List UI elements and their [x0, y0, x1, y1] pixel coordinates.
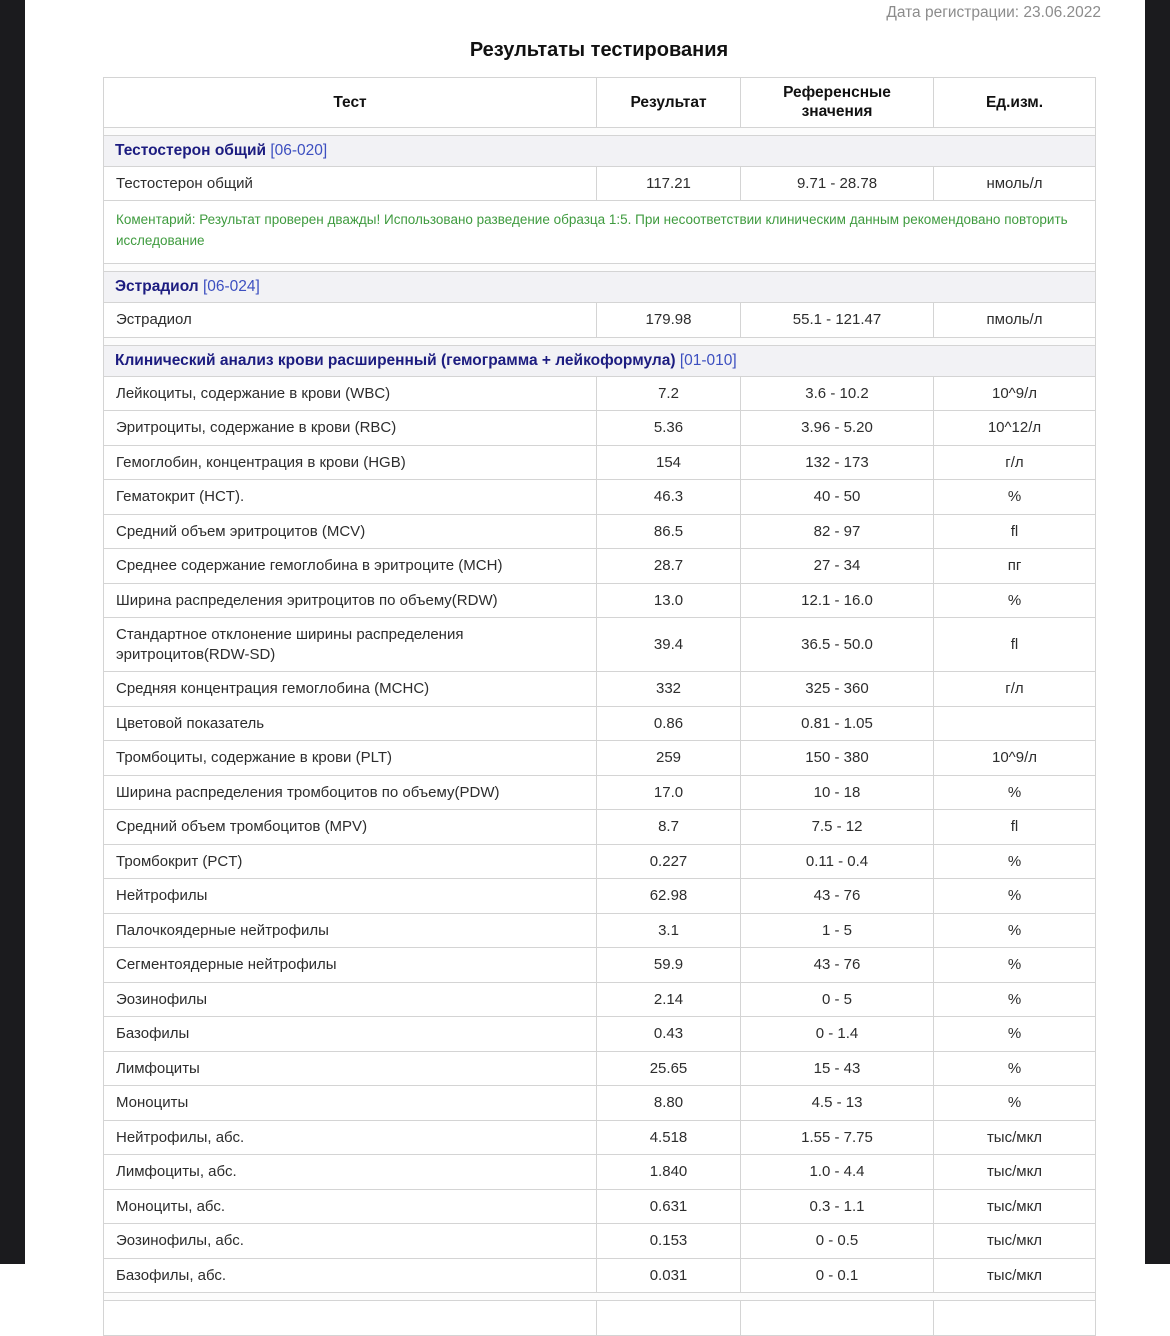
results-table	[103, 77, 1096, 1336]
section-title: Тестостерон общий	[115, 141, 266, 159]
cell-reference: 132 - 173	[741, 445, 934, 480]
cell-result: 28.7	[597, 549, 741, 584]
cell-empty	[104, 1301, 597, 1336]
cell-test: Тромбоциты, содержание в крови (PLT)	[104, 741, 597, 776]
cell-result: 0.227	[597, 844, 741, 879]
table-row	[104, 913, 1096, 948]
cell-unit: %	[934, 1051, 1096, 1086]
cell-unit: тыс/мкл	[934, 1189, 1096, 1224]
cell-test: Тестостерон общий	[104, 166, 597, 201]
cell-reference: 36.5 - 50.0	[741, 618, 934, 672]
table-header-row	[104, 78, 1096, 128]
cell-unit: %	[934, 913, 1096, 948]
section-header-row	[104, 345, 1096, 376]
cell-reference: 4.5 - 13	[741, 1086, 934, 1121]
cell-reference: 1 - 5	[741, 913, 934, 948]
cell-reference: 43 - 76	[741, 879, 934, 914]
page-title: Результаты тестирования	[469, 39, 729, 61]
cell-result: 39.4	[597, 618, 741, 672]
section-header-cell	[104, 345, 1096, 376]
cell-result: 86.5	[597, 514, 741, 549]
cell-test: Базофилы, абс.	[104, 1258, 597, 1293]
cell-test: Эритроциты, содержание в крови (RBC)	[104, 411, 597, 446]
cell-test: Ширина распределения эритроцитов по объему(RDW)	[104, 583, 597, 618]
cell-unit: %	[934, 879, 1096, 914]
cell-result: 3.1	[597, 913, 741, 948]
table-row	[104, 706, 1096, 741]
table-row	[104, 810, 1096, 845]
cell-result: 0.631	[597, 1189, 741, 1224]
cell-reference: 43 - 76	[741, 948, 934, 983]
column-header-reference: Референсные значения	[741, 78, 934, 128]
table-row	[104, 1224, 1096, 1259]
cell-reference: 82 - 97	[741, 514, 934, 549]
table-row	[104, 376, 1096, 411]
section-spacer-cell	[104, 1293, 1096, 1301]
cell-empty	[597, 1301, 741, 1336]
viewer-left-edge	[0, 0, 25, 1264]
cell-unit: %	[934, 480, 1096, 515]
cell-test: Гематокрит (HCT).	[104, 480, 597, 515]
section-code: [06-024]	[202, 278, 260, 296]
section-spacer	[104, 264, 1096, 272]
section-spacer-cell	[104, 337, 1096, 345]
cell-result: 154	[597, 445, 741, 480]
cell-test: Средний объем тромбоцитов (MPV)	[104, 810, 597, 845]
cell-unit: %	[934, 1017, 1096, 1052]
section-title: Клинический анализ крови расширенный (гемограмма + лейкоформула)	[115, 351, 676, 369]
cell-test: Цветовой показатель	[104, 706, 597, 741]
cell-unit: пмоль/л	[934, 303, 1096, 338]
table-row	[104, 445, 1096, 480]
cell-test: Лейкоциты, содержание в крови (WBC)	[104, 376, 597, 411]
table-row	[104, 1189, 1096, 1224]
cell-reference: 3.96 - 5.20	[741, 411, 934, 446]
cell-reference: 0 - 0.1	[741, 1258, 934, 1293]
cell-test: Лимфоциты, абс.	[104, 1155, 597, 1190]
cell-reference: 150 - 380	[741, 741, 934, 776]
cell-unit: г/л	[934, 445, 1096, 480]
cell-test: Нейтрофилы	[104, 879, 597, 914]
cell-result: 0.86	[597, 706, 741, 741]
cell-reference: 9.71 - 28.78	[741, 166, 934, 201]
cell-result: 2.14	[597, 982, 741, 1017]
cell-result: 62.98	[597, 879, 741, 914]
table-row	[104, 1155, 1096, 1190]
cell-reference: 12.1 - 16.0	[741, 583, 934, 618]
cell-result: 0.153	[597, 1224, 741, 1259]
cell-test: Лимфоциты	[104, 1051, 597, 1086]
cell-test: Стандартное отклонение ширины распределения эритроцитов(RDW-SD)	[104, 618, 597, 672]
cell-test: Среднее содержание гемоглобина в эритроците (MCH)	[104, 549, 597, 584]
table-row	[104, 583, 1096, 618]
cell-reference: 1.55 - 7.75	[741, 1120, 934, 1155]
cell-unit: %	[934, 844, 1096, 879]
cell-test: Гемоглобин, концентрация в крови (HGB)	[104, 445, 597, 480]
cell-empty	[741, 1301, 934, 1336]
table-row	[104, 514, 1096, 549]
column-header-unit: Ед.изм.	[934, 78, 1096, 128]
table-row	[104, 549, 1096, 584]
cell-test: Эозинофилы	[104, 982, 597, 1017]
cell-unit: нмоль/л	[934, 166, 1096, 201]
table-row	[104, 1086, 1096, 1121]
registration-date: Дата регистрации: 23.06.2022	[886, 4, 1101, 21]
table-row	[104, 1120, 1096, 1155]
table-row	[104, 879, 1096, 914]
cell-result: 17.0	[597, 775, 741, 810]
document-page	[25, 0, 1145, 1284]
cell-unit: %	[934, 775, 1096, 810]
cell-result: 25.65	[597, 1051, 741, 1086]
cell-test: Эстрадиол	[104, 303, 597, 338]
cell-reference: 0 - 5	[741, 982, 934, 1017]
cell-result: 46.3	[597, 480, 741, 515]
cell-reference: 0.3 - 1.1	[741, 1189, 934, 1224]
cell-test: Нейтрофилы, абс.	[104, 1120, 597, 1155]
table-row-partial	[104, 1301, 1096, 1336]
cell-reference: 10 - 18	[741, 775, 934, 810]
section-spacer	[104, 337, 1096, 345]
cell-test: Моноциты, абс.	[104, 1189, 597, 1224]
section-code: [01-010]	[679, 351, 737, 369]
cell-reference: 0.11 - 0.4	[741, 844, 934, 879]
cell-result: 259	[597, 741, 741, 776]
cell-unit: тыс/мкл	[934, 1155, 1096, 1190]
cell-unit: %	[934, 948, 1096, 983]
cell-result: 8.80	[597, 1086, 741, 1121]
table-row	[104, 411, 1096, 446]
column-header-test: Тест	[104, 78, 597, 128]
cell-result: 13.0	[597, 583, 741, 618]
cell-test: Моноциты	[104, 1086, 597, 1121]
cell-unit: 10^9/л	[934, 741, 1096, 776]
cell-unit: %	[934, 1086, 1096, 1121]
table-row	[104, 844, 1096, 879]
table-row	[104, 672, 1096, 707]
cell-reference: 27 - 34	[741, 549, 934, 584]
section-header-row	[104, 272, 1096, 303]
cell-test: Базофилы	[104, 1017, 597, 1052]
cell-unit: %	[934, 982, 1096, 1017]
cell-reference: 0 - 1.4	[741, 1017, 934, 1052]
cell-result: 332	[597, 672, 741, 707]
cell-reference: 3.6 - 10.2	[741, 376, 934, 411]
section-header-cell	[104, 135, 1096, 166]
table-row	[104, 166, 1096, 201]
table-row	[104, 480, 1096, 515]
cell-test: Средняя концентрация гемоглобина (MCHC)	[104, 672, 597, 707]
cell-test: Средний объем эритроцитов (MCV)	[104, 514, 597, 549]
table-row	[104, 1258, 1096, 1293]
cell-reference: 15 - 43	[741, 1051, 934, 1086]
cell-unit: тыс/мкл	[934, 1258, 1096, 1293]
cell-unit: тыс/мкл	[934, 1120, 1096, 1155]
cell-result: 8.7	[597, 810, 741, 845]
cell-result: 0.43	[597, 1017, 741, 1052]
comment-row	[104, 201, 1096, 264]
section-spacer	[104, 1293, 1096, 1301]
cell-reference: 0 - 0.5	[741, 1224, 934, 1259]
cell-result: 4.518	[597, 1120, 741, 1155]
cell-test: Эозинофилы, абс.	[104, 1224, 597, 1259]
comment-cell: Коментарий: Результат проверен дважды! Использовано разведение образца 1:5. При несоответствии клиническим данным рекомендовано повторить исследование	[104, 201, 1096, 264]
section-header-cell	[104, 272, 1096, 303]
cell-result: 0.031	[597, 1258, 741, 1293]
cell-test: Палочкоядерные нейтрофилы	[104, 913, 597, 948]
table-row	[104, 982, 1096, 1017]
table-row	[104, 618, 1096, 672]
cell-test: Тромбокрит (PCT)	[104, 844, 597, 879]
cell-result: 5.36	[597, 411, 741, 446]
cell-reference: 0.81 - 1.05	[741, 706, 934, 741]
cell-unit	[934, 706, 1096, 741]
section-code: [06-020]	[270, 141, 328, 159]
section-spacer-cell	[104, 264, 1096, 272]
cell-unit: %	[934, 583, 1096, 618]
cell-test: Ширина распределения тромбоцитов по объему(PDW)	[104, 775, 597, 810]
cell-result: 59.9	[597, 948, 741, 983]
column-header-result: Результат	[597, 78, 741, 128]
cell-unit: 10^9/л	[934, 376, 1096, 411]
cell-reference: 40 - 50	[741, 480, 934, 515]
cell-result: 179.98	[597, 303, 741, 338]
cell-result: 7.2	[597, 376, 741, 411]
cell-unit: fl	[934, 514, 1096, 549]
section-title: Эстрадиол	[115, 278, 199, 296]
cell-test: Сегментоядерные нейтрофилы	[104, 948, 597, 983]
cell-reference: 1.0 - 4.4	[741, 1155, 934, 1190]
table-row	[104, 775, 1096, 810]
cell-reference: 7.5 - 12	[741, 810, 934, 845]
cell-unit: тыс/мкл	[934, 1224, 1096, 1259]
table-row	[104, 948, 1096, 983]
cell-unit: пг	[934, 549, 1096, 584]
cell-unit: 10^12/л	[934, 411, 1096, 446]
section-spacer	[104, 127, 1096, 135]
cell-result: 117.21	[597, 166, 741, 201]
cell-result: 1.840	[597, 1155, 741, 1190]
cell-unit: fl	[934, 618, 1096, 672]
table-row	[104, 303, 1096, 338]
section-spacer-cell	[104, 127, 1096, 135]
viewer-right-edge	[1145, 0, 1170, 1264]
section-header-row	[104, 135, 1096, 166]
cell-unit: fl	[934, 810, 1096, 845]
cell-reference: 325 - 360	[741, 672, 934, 707]
cell-empty	[934, 1301, 1096, 1336]
cell-reference: 55.1 - 121.47	[741, 303, 934, 338]
table-row	[104, 741, 1096, 776]
table-row	[104, 1051, 1096, 1086]
cell-unit: г/л	[934, 672, 1096, 707]
table-row	[104, 1017, 1096, 1052]
